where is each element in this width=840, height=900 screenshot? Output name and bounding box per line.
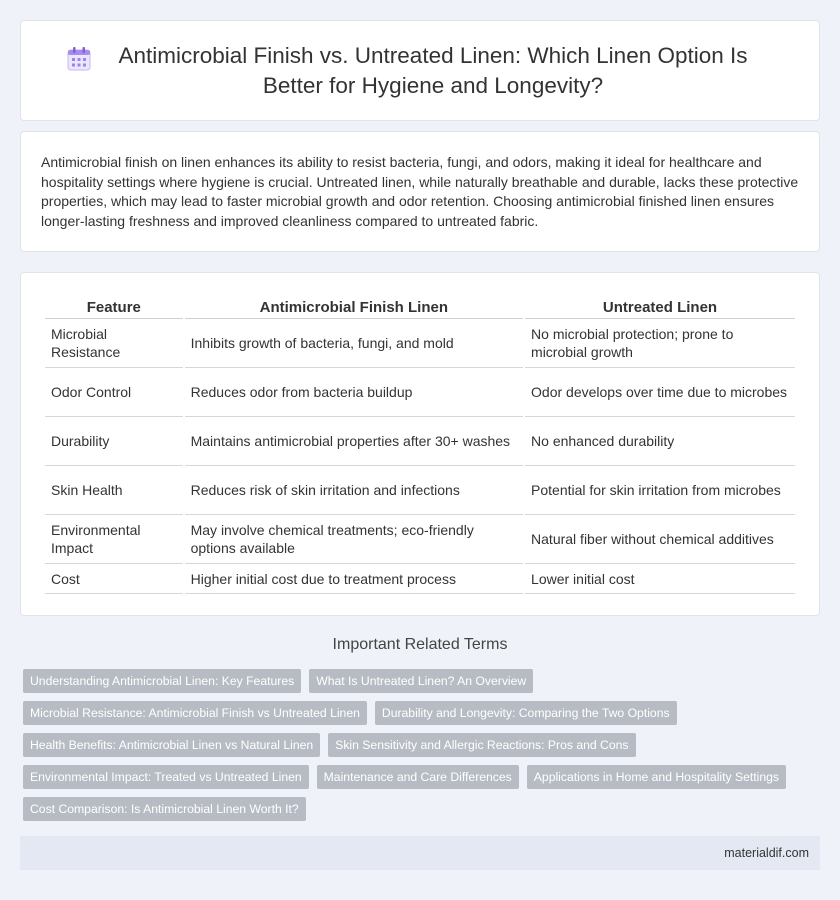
- table-cell: Natural fiber without chemical additives: [525, 515, 795, 564]
- related-term-tag[interactable]: Cost Comparison: Is Antimicrobial Linen Worth It?: [23, 797, 306, 821]
- related-term-tag[interactable]: What Is Untreated Linen? An Overview: [309, 669, 533, 693]
- table-cell: Odor develops over time due to microbes: [525, 368, 795, 417]
- table-cell: No enhanced durability: [525, 417, 795, 466]
- intro-card: [20, 131, 820, 252]
- footer: [20, 836, 820, 870]
- table-row: [45, 466, 795, 515]
- related-term-tag[interactable]: Microbial Resistance: Antimicrobial Finish vs Untreated Linen: [23, 701, 367, 725]
- table-row: [45, 564, 795, 594]
- table-cell: Higher initial cost due to treatment process: [185, 564, 523, 594]
- table-cell: Maintains antimicrobial properties after 30+ washes: [185, 417, 523, 466]
- related-term-tag[interactable]: Maintenance and Care Differences: [317, 765, 519, 789]
- table-cell: No microbial protection; prone to microbial growth: [525, 319, 795, 368]
- related-terms-list: [23, 669, 813, 829]
- related-term-tag[interactable]: Health Benefits: Antimicrobial Linen vs Natural Linen: [23, 733, 320, 757]
- table-row: [45, 319, 795, 368]
- table-cell: Lower initial cost: [525, 564, 795, 594]
- intro-paragraph: Antimicrobial finish on linen enhances its ability to resist bacteria, fungi, and odors, making it ideal for healthcare and hospitality settings where hygiene is crucial. Untreated linen, while naturally breathable and durable, lacks these protective properties, which may lead to faster microbial growth and odor retention. Choosing antimicrobial finished linen ensures longer-lasting freshness and improved cleanliness compared to untreated fabric.: [41, 154, 799, 229]
- related-term-tag[interactable]: Environmental Impact: Treated vs Untreated Linen: [23, 765, 309, 789]
- related-term-tag[interactable]: Skin Sensitivity and Allergic Reactions: Pros and Cons: [328, 733, 635, 757]
- table-header-feature: Feature: [45, 295, 183, 319]
- table-cell: May involve chemical treatments; eco-friendly options available: [185, 515, 523, 564]
- related-term-tag[interactable]: Understanding Antimicrobial Linen: Key Features: [23, 669, 301, 693]
- table-cell: Cost: [45, 564, 183, 594]
- table-cell: Environmental Impact: [45, 515, 183, 564]
- page-title: Antimicrobial Finish vs. Untreated Linen: Which Linen Option Is Better for Hygiene and Longevity?: [118, 42, 748, 98]
- table-cell: Inhibits growth of bacteria, fungi, and mold: [185, 319, 523, 368]
- comparison-table: [43, 295, 797, 594]
- table-row: [45, 515, 795, 564]
- footer-site-link[interactable]: materialdif.com: [724, 846, 809, 860]
- table-cell: Reduces risk of skin irritation and infections: [185, 466, 523, 515]
- table-row: [45, 417, 795, 466]
- related-term-tag[interactable]: Durability and Longevity: Comparing the Two Options: [375, 701, 677, 725]
- table-header-antimicrobial: Antimicrobial Finish Linen: [185, 295, 523, 319]
- table-cell: Skin Health: [45, 466, 183, 515]
- table-cell: Reduces odor from bacteria buildup: [185, 368, 523, 417]
- table-cell: Microbial Resistance: [45, 319, 183, 368]
- related-terms-title: Important Related Terms: [332, 636, 508, 653]
- table-cell: Odor Control: [45, 368, 183, 417]
- related-term-tag[interactable]: Applications in Home and Hospitality Settings: [527, 765, 786, 789]
- table-header-untreated: Untreated Linen: [525, 295, 795, 319]
- comparison-table-card: [20, 272, 820, 616]
- header-card: [20, 20, 820, 121]
- table-row: [45, 368, 795, 417]
- table-cell: Potential for skin irritation from microbes: [525, 466, 795, 515]
- table-cell: Durability: [45, 417, 183, 466]
